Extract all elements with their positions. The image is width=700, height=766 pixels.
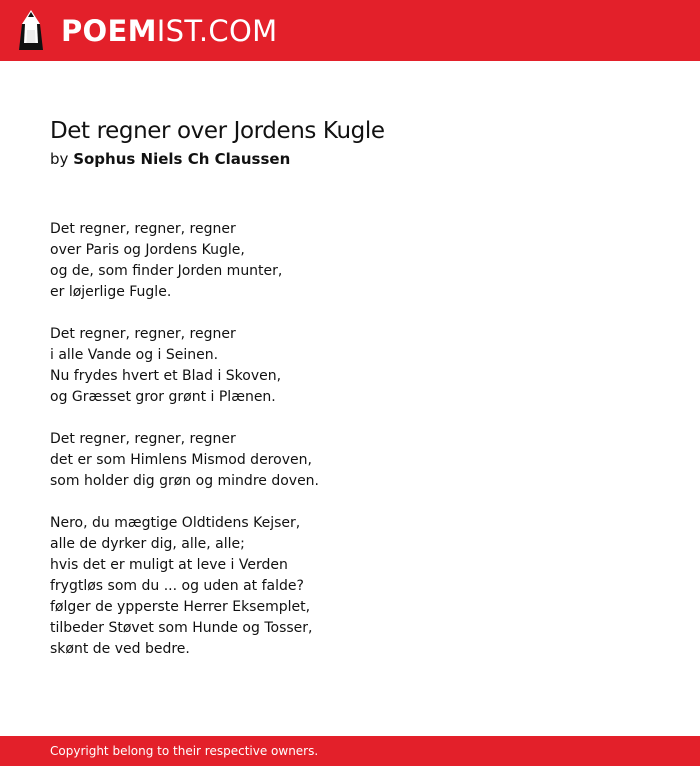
stanza-4	[50, 513, 650, 660]
poem-line: over Paris og Jordens Kugle,	[50, 242, 245, 258]
poem-header	[50, 116, 670, 172]
poem-line: tilbeder Støvet som Hunde og Tosser,	[50, 620, 313, 636]
site-logo-text	[61, 10, 277, 52]
poem-line: Nero, du mægtige Oldtidens Kejser,	[50, 515, 301, 531]
poem-line: det er som Himlens Mismod deroven,	[50, 452, 312, 468]
logo-bold-part: POEM	[61, 14, 157, 48]
poem-title: Det regner over Jordens Kugle	[50, 118, 385, 144]
stanza-2	[50, 324, 650, 408]
site-logo-link[interactable]	[18, 10, 277, 52]
pencil-icon	[18, 10, 44, 52]
byline	[50, 146, 670, 172]
stanza-1	[50, 219, 650, 303]
poem-line: er løjerlige Fugle.	[50, 284, 172, 300]
poem-line: alle de dyrker dig, alle, alle;	[50, 536, 245, 552]
poem-line: Nu frydes hvert et Blad i Skoven,	[50, 368, 282, 384]
stanza-3	[50, 429, 650, 492]
poem-line: Det regner, regner, regner	[50, 326, 236, 342]
poem-line: som holder dig grøn og mindre doven.	[50, 473, 320, 489]
poem-line: Det regner, regner, regner	[50, 431, 236, 447]
poem-line: og Græsset gror grønt i Plænen.	[50, 389, 276, 405]
poem-line: følger de ypperste Herrer Eksemplet,	[50, 599, 311, 615]
author-name: Sophus Niels Ch Claussen	[73, 150, 291, 168]
copyright-text: Copyright belong to their respective owners.	[50, 744, 319, 758]
footer-bar	[0, 736, 700, 766]
byline-prefix: by	[50, 150, 69, 168]
poem-line: frygtløs som du ... og uden at falde?	[50, 578, 304, 594]
poem-line: i alle Vande og i Seinen.	[50, 347, 219, 363]
poem-line: hvis det er muligt at leve i Verden	[50, 557, 288, 573]
logo-light-part: IST.COM	[156, 14, 278, 48]
poem-line: skønt de ved bedre.	[50, 641, 190, 657]
poem-body	[50, 219, 650, 681]
top-bar	[0, 0, 700, 61]
poem-line: og de, som finder Jorden munter,	[50, 263, 283, 279]
poem-line: Det regner, regner, regner	[50, 221, 236, 237]
